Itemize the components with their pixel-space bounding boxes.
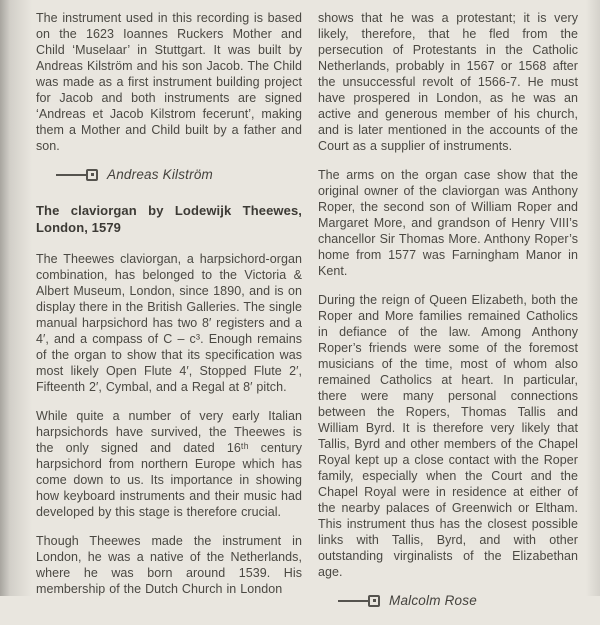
signature-box — [368, 595, 380, 607]
paragraph-elizabethan-connections: During the reign of Queen Elizabeth, both the Roper and More families remained Catholics in defiance of the law. Among Anthony Roper’s friends were some of the foremost musicians of the time, most of whom also remained Catholics at heart. In particular, there were many personal connections between the Ropers, Thomas Tallis and William Byrd. It is therefore very likely that Tallis, Byrd and other members of the Chapel Royal kept up a close contact with the Roper family, especially when the Court and the Chapel Royal were in residence at either of the nearby palaces of Greenwich or Eltham. This instrument thus has the closest possible links with Tallis, Byrd, and with other outstanding virginalists of the Elizabethan age. — [318, 293, 578, 579]
paragraph-anthony-roper: The arms on the organ case show that the original owner of the claviorgan was Anthony Roper, the second son of William Roper and Margaret More, and grandson of Henry VIII’s chancellor Sir Thomas More. Anthony Roper’s home from 1577 was Farningham Manor in Kent. — [318, 168, 578, 278]
signature-name-andreas-kilstrom: Andreas Kilström — [107, 167, 213, 182]
signature-rule — [338, 600, 368, 602]
signature-marker-icon — [56, 169, 98, 181]
signature-box-dot — [91, 173, 94, 176]
signature-malcolm-rose — [318, 593, 578, 608]
paragraph-theewes-claviorgan: The Theewes claviorgan, a harpsichord-organ combination, has belonged to the Victoria & Albert Museum, London, since 1890, and is on display there in the British Galleries. The single manual harpsichord has two 8′ registers and a 4′, and a compass of C – c³. Enough remains of the organ to show that its specification was most likely Open Flute 4′, Stopped Flute 2′, Fifteenth 2′, Cymbal, and a Regal at 8′ pitch. — [36, 252, 302, 394]
signature-marker-icon — [338, 595, 380, 607]
right-column — [318, 10, 578, 625]
left-column — [36, 10, 302, 625]
section-heading-claviorgan: The claviorgan by Lodewijk Theewes, London, 1579 — [36, 203, 302, 235]
paragraph-early-harpsichords: While quite a number of very early Italian harpsichords have survived, the Theewes is the only signed and dated 16ᵗʰ century harpsichord from northern Europe which has come down to us. Its importance in showing how keyboard instruments and their music had developed by this stage is therefore crucial. — [36, 409, 302, 519]
signature-andreas-kilstrom — [36, 167, 302, 182]
paragraph-theewes-origin: Though Theewes made the instrument in London, he was a native of the Netherlands, where he was born around 1539. His membership of the Dutch Church in London — [36, 534, 302, 596]
signature-name-malcolm-rose: Malcolm Rose — [389, 593, 477, 608]
paragraph-recording-instrument: The instrument used in this recording is based on the 1623 Ioannes Ruckers Mother and Child ‘Muselaar’ in Stuttgart. It was built by Andreas Kilström and his son Jacob. The Child was made as a first instrument building project for Jacob and both instruments are signed ‘Andreas et Jacob Kilstrom fecerunt’, making them a Mother and Child built by a father and son. — [36, 11, 302, 153]
signature-box — [86, 169, 98, 181]
signature-box-dot — [373, 599, 376, 602]
paragraph-protestant-flight: shows that he was a protestant; it is very likely, therefore, that he fled from the persecution of Protestants in the Catholic Netherlands, probably in 1567 or 1568 after the unsuccessful revolt of 1566-7. He must have prospered in London, as he was an active and generous member of his church, and is later mentioned in the accounts of the Court as a supplier of instruments. — [318, 11, 578, 153]
signature-rule — [56, 174, 86, 176]
